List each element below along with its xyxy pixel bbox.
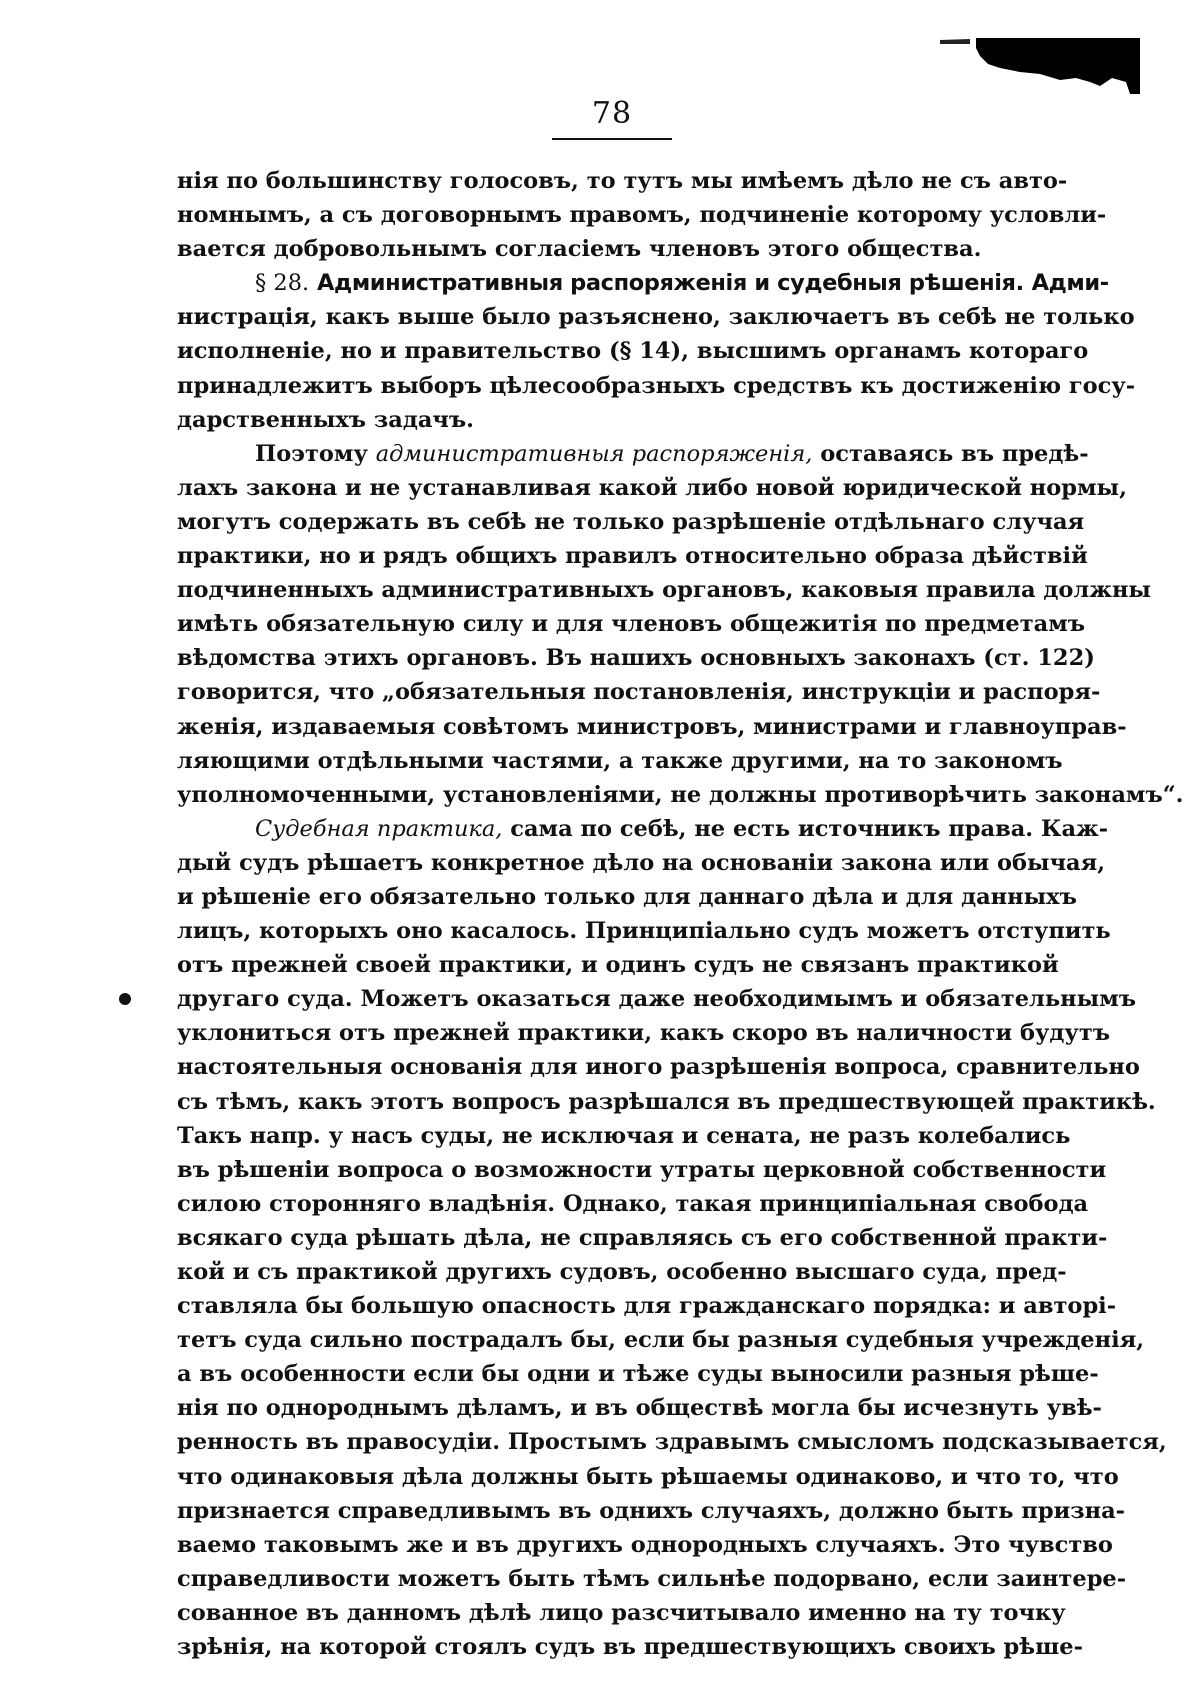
paragraph-start-line <box>177 437 1089 471</box>
text-fragment: оставаясь въ предѣ- <box>820 440 1089 467</box>
text-fragment: Поэтому <box>255 440 368 467</box>
text-line: дый судъ рѣшаетъ конкретное дѣло на основаніи закона или обычая, <box>177 849 1106 876</box>
text-line: а въ особенности если бы одни и тѣже суды выносили разныя рѣше- <box>177 1361 1099 1388</box>
text-line: съ тѣмъ, какъ этотъ вопросъ разрѣшался въ предшествующей практикѣ. <box>177 1088 1156 1115</box>
text-line: силою сторонняго владѣнія. Однако, такая принципіальная свобода <box>177 1190 1089 1217</box>
text-line: другаго суда. Можетъ оказаться даже необходимымъ и обязательнымъ <box>177 986 1136 1013</box>
text-line: нистрація, какъ выше было разъяснено, заключаетъ въ себѣ не только <box>177 304 1135 331</box>
text-line: вѣдомства этихъ органовъ. Въ нашихъ основныхъ законахъ (ст. 122) <box>177 645 1095 672</box>
text-line: тетъ суда сильно пострадалъ бы, если бы разныя судебныя учрежденія, <box>177 1327 1145 1354</box>
header-rule <box>552 138 672 140</box>
text-line: нія по большинству голосовъ, то тутъ мы имѣемъ дѣло не съ авто- <box>177 168 1068 194</box>
text-line: лахъ закона и не устанавливая какой либо новой юридической нормы, <box>177 474 1127 501</box>
text-line: подчиненныхъ административныхъ органовъ, каковыя правила должны <box>177 577 1151 604</box>
text-line: справедливости можетъ быть тѣмъ сильнѣе подорвано, если заинтере- <box>177 1565 1127 1592</box>
text-line: принадлежитъ выборъ цѣлесообразныхъ средствъ къ достиженію госу- <box>177 372 1136 399</box>
page-number: 78 <box>591 96 633 131</box>
text-line: настоятельныя основанія для иного разрѣшенія вопроса, сравнительно <box>177 1054 1140 1081</box>
text-line: отъ прежней своей практики, и одинъ судъ не связанъ практикой <box>177 952 1059 979</box>
text-line: кой и съ практикой другихъ судовъ, особенно высшаго суда, пред- <box>177 1259 1067 1285</box>
emphasis-term: Судебная практика, <box>255 815 503 842</box>
text-line: вается добровольнымъ согласіемъ членовъ этого общества. <box>177 236 982 263</box>
text-line: сованное въ данномъ дѣлѣ лицо разсчитывало именно на ту точку <box>177 1599 1066 1626</box>
text-line: дарственныхъ задачъ. <box>177 406 474 433</box>
paragraph-start-line <box>177 812 1109 846</box>
text-line: практики, но и рядъ общихъ правилъ относительно образа дѣйствій <box>177 543 1088 570</box>
text-line: въ рѣшеніи вопроса о возможности утраты церковной собственности <box>177 1156 1107 1183</box>
text-line: ренность въ правосудіи. Простымъ здравымъ смысломъ подсказывается, <box>177 1429 1167 1456</box>
text-line: говорится, что „обязательныя постановленія, инструкціи и распоря- <box>177 679 1101 706</box>
text-line: уклониться отъ прежней практики, какъ скоро въ наличности будутъ <box>177 1020 1111 1047</box>
text-line: нія по однороднымъ дѣламъ, и въ обществѣ могла бы исчезнуть увѣ- <box>177 1395 1102 1422</box>
text-line: признается справедливымъ въ однихъ случаяхъ, должно быть призна- <box>177 1497 1126 1524</box>
text-line: зрѣнія, на которой стоялъ судъ въ предшествующихъ своихъ рѣше- <box>177 1634 1083 1661</box>
text-line: Такъ напр. у насъ суды, не исключая и сената, не разъ колебались <box>177 1122 1071 1149</box>
text-line: могутъ содержать въ себѣ не только разрѣшеніе отдѣльнаго случая <box>177 508 1085 535</box>
section-heading-line <box>177 266 1109 300</box>
text-line: что одинаковыя дѣла должны быть рѣшаемы одинаково, и что то, что <box>177 1463 1119 1490</box>
text-line: номнымъ, а съ договорнымъ правомъ, подчиненіе которому условли- <box>177 202 1107 229</box>
text-fragment: сама по себѣ, не есть источникъ права. Каж- <box>510 815 1109 842</box>
margin-dot <box>119 993 131 1005</box>
body-text <box>177 164 1184 1664</box>
text-line: уполномоченными, установленіями, не должны противорѣчить законамъ“. <box>177 781 1184 808</box>
text-line: имѣть обязательную силу и для членовъ общежитія по предметамъ <box>177 611 1086 638</box>
section-title: Административныя распоряженія и судебныя рѣшенія. <box>317 270 1024 297</box>
text-line: ваемо таковымъ же и въ другихъ однородныхъ случаяхъ. Это чувство <box>177 1531 1113 1558</box>
text-line: лицъ, которыхъ оно касалось. Принципіально судъ можетъ отступить <box>177 918 1111 945</box>
text-line: женія, издаваемыя совѣтомъ министровъ, министрами и главноуправ- <box>177 713 1127 740</box>
scan-artifact-mark <box>940 38 1140 94</box>
text-line: всякаго суда рѣшать дѣла, не справляясь съ его собственной практи- <box>177 1224 1108 1251</box>
section-number: § 28. <box>255 270 310 297</box>
text-line: ляющими отдѣльными частями, а также другими, на то закономъ <box>177 747 1063 774</box>
text-line: исполненіе, но и правительство (§ 14), высшимъ органамъ котораго <box>177 338 1089 365</box>
emphasis-term: административныя распоряженія, <box>375 440 813 467</box>
text-line: ставляла бы большую опасность для гражданскаго порядка: и авторі- <box>177 1293 1117 1320</box>
page-header <box>552 96 672 140</box>
text-line: и рѣшеніе его обязательно только для даннаго дѣла и для данныхъ <box>177 883 1077 910</box>
text-fragment: Адми- <box>1031 270 1109 297</box>
